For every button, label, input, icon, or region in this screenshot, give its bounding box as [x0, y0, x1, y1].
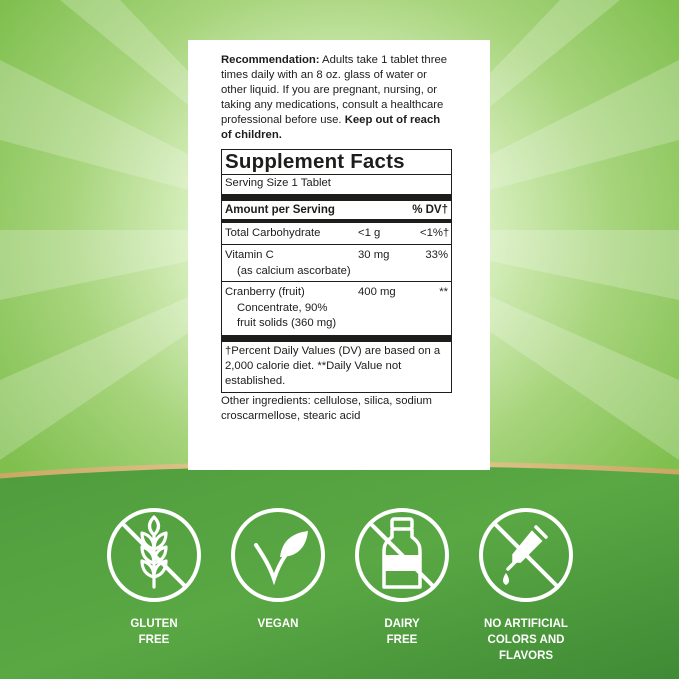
other-ingredients: Other ingredients: cellulose, silica, sodium croscarmellose, stearic acid [221, 395, 432, 422]
gluten-free-icon [104, 505, 204, 605]
badge-dairy-free [352, 505, 452, 605]
no-artificial-icon [476, 505, 576, 605]
supplement-facts-title: Supplement Facts [225, 150, 405, 173]
nutrient-name: Vitamin C [225, 249, 274, 261]
amount-header-row: Amount per Serving % DV† [225, 204, 448, 216]
badge-label-vegan: VEGAN [257, 618, 299, 630]
nutrient-amount: <1 g [358, 227, 381, 239]
nutrient-subtext: Concentrate, 90% [237, 302, 328, 314]
badge-label-no-artificial: NO ARTIFICIAL COLORS AND FLAVORS [484, 618, 568, 662]
nutrient-dv: ** [439, 286, 448, 298]
badge-vegan [228, 505, 328, 605]
badge-label-dairy-free: DAIRY FREE [384, 618, 420, 646]
serving-size: Serving Size 1 Tablet [225, 177, 331, 189]
nutrient-row [225, 223, 448, 244]
nutrient-dv: <1%† [420, 227, 450, 239]
badge-gluten-free [104, 505, 204, 605]
supplement-facts-panel [221, 149, 452, 393]
dairy-free-icon [352, 505, 452, 605]
nutrient-dv: 33% [425, 249, 448, 261]
badge-label-gluten-free: GLUTEN FREE [130, 618, 178, 646]
badge-no-artificial [476, 505, 576, 605]
nutrient-row [225, 282, 448, 333]
nutrient-name: Cranberry (fruit) [225, 286, 305, 298]
vegan-leaf-icon [228, 505, 328, 605]
nutrient-amount: 30 mg [358, 249, 390, 261]
nutrient-amount: 400 mg [358, 286, 396, 298]
product-label-panel [188, 40, 490, 470]
nutrient-subtext: fruit solids (360 mg) [237, 317, 337, 329]
nutrient-row [225, 245, 448, 281]
dv-footnote: †Percent Daily Values (DV) are based on a 2,000 calorie diet. **Daily Value not established. [225, 345, 441, 387]
nutrient-rows [225, 223, 448, 333]
nutrient-name: Total Carbohydrate [225, 227, 321, 239]
recommendation-text: Recommendation: Adults take 1 tablet three times daily with an 8 oz. glass of water or other liquid. If you are pregnant, nursing, or taking any medications, consult a healthcare professional before use. Keep out of reach of children. [221, 54, 448, 141]
nutrient-subtext: (as calcium ascorbate) [237, 265, 351, 277]
